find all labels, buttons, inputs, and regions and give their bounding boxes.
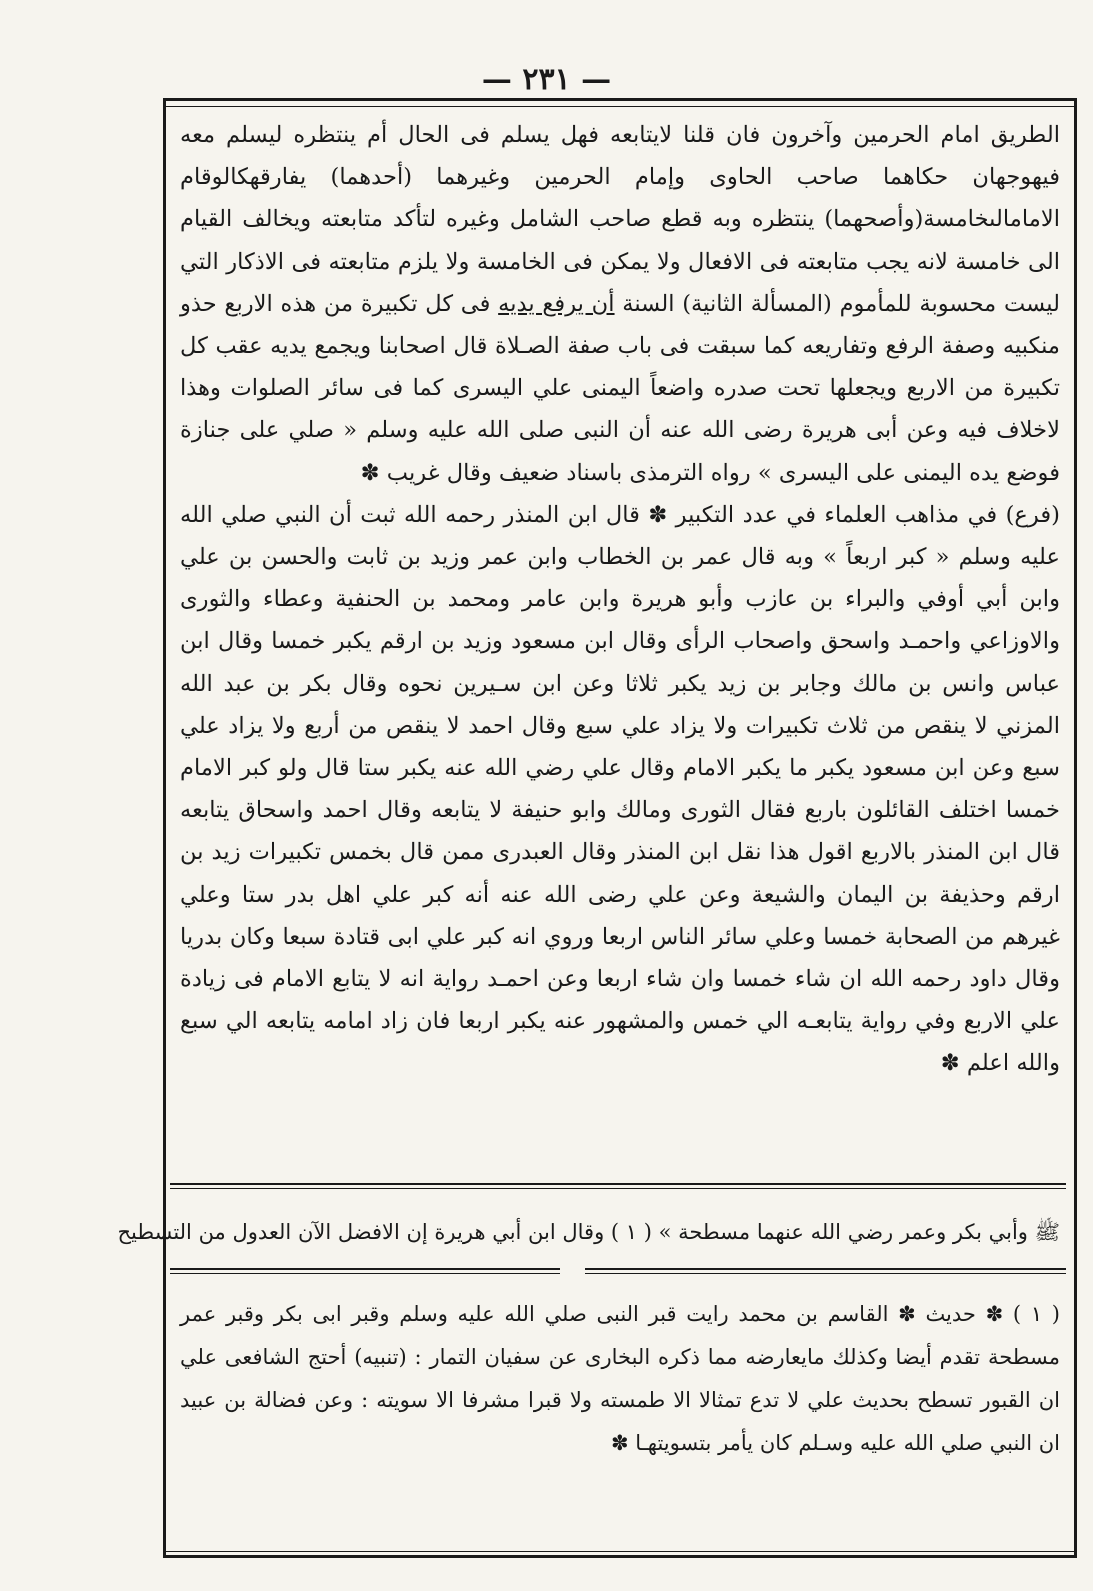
paragraph-2: (فرع) في مذاهب العلماء في عدد التكبير ✽ قال ابن المنذر رحمه الله ثبت أن النبي صلي الله عليه وسلم « كبر اربعاً » وبه قال عمر بن الخطاب وابن عمر وزيد بن ثابت والحسن بن علي وابن أبي أوفي والبراء بن عازب وأبو هريرة وابن عامر ومحمد بن الحنفية وعطاء والثورى والاوزاعي واحمـد واسحق واصحاب الرأى وقال ابن مسعود وزيد بن ارقم يكبر خمسا وقال ابن عباس وانس بن مالك وجابر بن زيد يكبر ثلاثا وعن ابن سـيرين نحوه وقال بكر بن عبد الله المزني لا ينقص من ثلاث تكبيرات ولا يزاد علي سبع وقال احمد لا ينقص من أربع ولا يزاد علي سبع وعن ابن مسعود يكبر ما يكبر الامام وقال علي رضي الله عنه يكبر ستا قال ولو كبر الامام خمسا اختلف القائلون باربع فقال الثورى ومالك وابو حنيفة لا يتابعه وقال احمد واسحاق يتابعه قال ابن المنذر بالاربع اقول هذا نقل ابن المنذر وقال العبدرى ممن قال بخمس تكبيرات زيد بن ارقم وحذيفة بن اليمان والشيعة وعن علي رضى الله عنه أنه كبر علي اهل بدر ستا وعلي غيرهم من الصحابة خمسا وعلي سائر الناس اربعا وروي انه كبر علي ابى قتادة سبعا وكان بدريا وقال داود رحمه الله ان شاء خمسا وان شاء اربعا وعن احمـد رواية انه لا يتابع الامام فى زيادة علي الاربع وفي رواية يتابعـه الي خمس والمشهور عنه يكبر اربعا فان زاد امامه يتابعه الي سبع والله اعلم ✽ (180, 501, 1061, 1077)
footnote-separator (170, 1183, 1066, 1189)
underlined-phrase: أن يرفع يديه (498, 290, 615, 317)
bottom-border (163, 1551, 1077, 1558)
footnote-1-text: ( ١ ) ✽ حديث ✽ القاسم بن محمد رايت قبر النبى صلي الله عليه وسلم وقبر ابى بكر وقبر عمر مسطحة تقدم أيضا وكذلك مايعارضه مما ذكره البخارى عن سفيان التمار : (تنبيه) أحتج الشافعى علي ان القبور تسطح بحديث علي لا تدع تمثالا الا طمسته ولا قبرا مشرفا الا سويته : وعن فضالة بن عبيد ان النبي صلي الله عليه وسـلم كان يأمر بتسويتهـا ✽ (180, 1302, 1060, 1455)
footnote-1 (180, 1293, 1060, 1465)
page-number: — ٢٣١ — (481, 62, 612, 97)
paragraph-1: الطريق امام الحرمين وآخرون فان قلنا لايتابعه فهل يسلم فى الحال أم ينتظره ليسلم معه فيهوجهان حكاهما صاحب الحاوى وإمام الحرمين وغيرهما (أحدهما) يفارقهكالوقام الامامالىخامسة(وأصحهما) ينتظره وبه قطع صاحب الشامل وغيره لتأكد متابعته ويخالف القيام الى خامسة لانه يجب متابعته فى الافعال ولا يمكن فى الخامسة ولا يلزم متابعته فى الاذكار التي ليست محسوبة للمأموم (المسألة الثانية) السنة أن يرفع يديه فى كل تكبيرة من هذه الاربع حذو منكبيه وصفة الرفع وتفاريعه كما سبقت فى باب صفة الصـلاة قال اصحابنا ويجمع يديه عقب كل تكبيرة من الاربع ويجعلها تحت صدره واضعاً اليمنى علي اليسرى كما فى سائر الصلوات وهذا لاخلاف فيه وعن أبى هريرة رضى الله عنه أن النبى صلى الله عليه وسلم « صلي على جنازة فوضع يده اليمنى على اليسرى » رواه الترمذى باسناد ضعيف وقال غريب ✽ (180, 122, 1060, 486)
footnote-rule-left (170, 1268, 560, 1274)
main-text (180, 114, 1060, 1085)
footnote-continuation: ﷺ وأبي بكر وعمر رضي الله عنهما مسطحة » ( ١ ) وقال ابن أبي هريرة إن الافضل الآن العدول من التسطيح (117, 1220, 1060, 1244)
footnote-rule-right (585, 1268, 1066, 1274)
